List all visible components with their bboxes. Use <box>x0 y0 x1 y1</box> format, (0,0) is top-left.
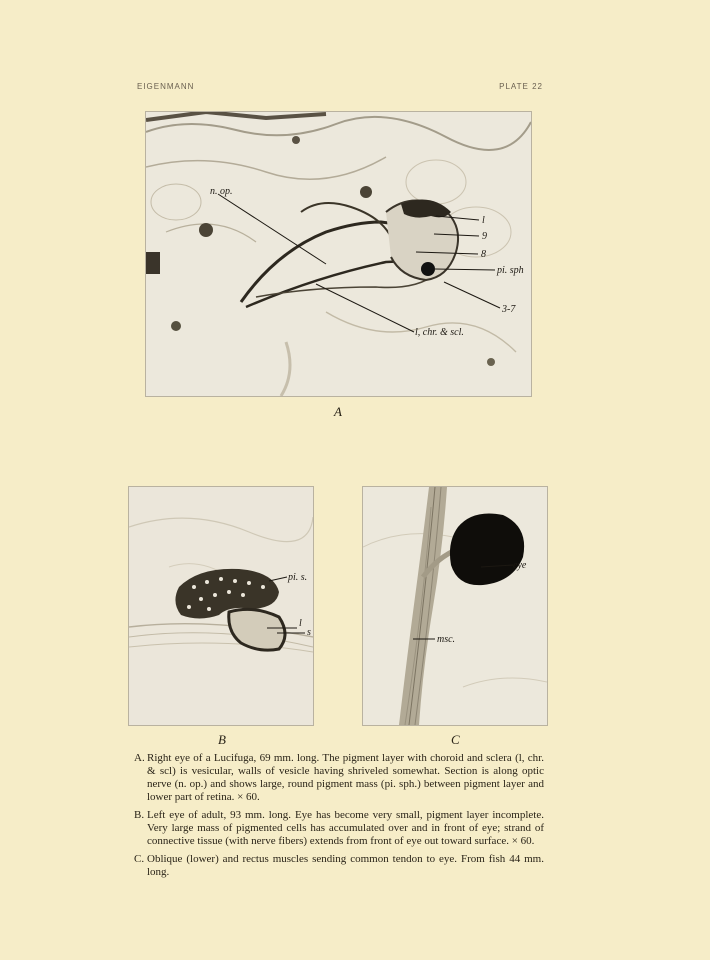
caption-a-text: Right eye of a Lucifuga, 69 mm. long. The pigment layer with choroid and sclera (l, chr. & scl) is vesicular, walls of vesicle having shriveled somewhat. Section is along optic nerve (n. op.) and shows large, round pigment mass (pi. sph.) between pigment layer and lower part of retina. × 60. <box>147 752 544 803</box>
label-pi-s: pi. s. <box>288 572 308 583</box>
label-9: 9 <box>482 231 487 242</box>
figure-a-micrograph <box>145 111 532 397</box>
caption-b-text: Left eye of adult, 93 mm. long. Eye has become very small, pigment layer incomplete. Very large mass of pigmented cells has accumulated over and in front of eye; strand of connective tissue (with nerve fibers) extends from front of eye out toward surface. × 60. <box>147 809 544 847</box>
label-l: l <box>482 215 485 226</box>
figure-b-letter: B <box>218 732 226 747</box>
label-pi-sph: pi. sph <box>497 265 524 276</box>
plate-caption <box>134 752 544 884</box>
label-l-chr-scl: l, chr. & scl. <box>415 327 464 338</box>
plate-number: PLATE 22 <box>499 82 543 91</box>
label-s: s <box>307 627 311 638</box>
label-msc: msc. <box>437 634 456 645</box>
caption-a-key: A. <box>134 752 145 764</box>
caption-b-key: B. <box>134 809 145 821</box>
running-header-author: EIGENMANN <box>137 82 195 91</box>
label-eye: eye <box>513 560 527 571</box>
label-3-7: 3-7 <box>502 304 516 315</box>
caption-a <box>134 752 544 804</box>
label-8: 8 <box>481 249 486 260</box>
figure-c-letter: C <box>451 732 460 747</box>
figure-a-letter: A <box>334 404 342 419</box>
caption-b <box>134 809 544 848</box>
caption-c <box>134 853 544 879</box>
caption-c-key: C. <box>134 853 145 865</box>
label-n-op: n. op. <box>210 186 233 197</box>
figure-c-micrograph <box>362 486 548 726</box>
caption-c-text: Oblique (lower) and rectus muscles sending common tendon to eye. From fish 44 mm. long. <box>147 853 544 878</box>
figure-b-micrograph <box>128 486 314 726</box>
label-l: l <box>299 618 302 629</box>
